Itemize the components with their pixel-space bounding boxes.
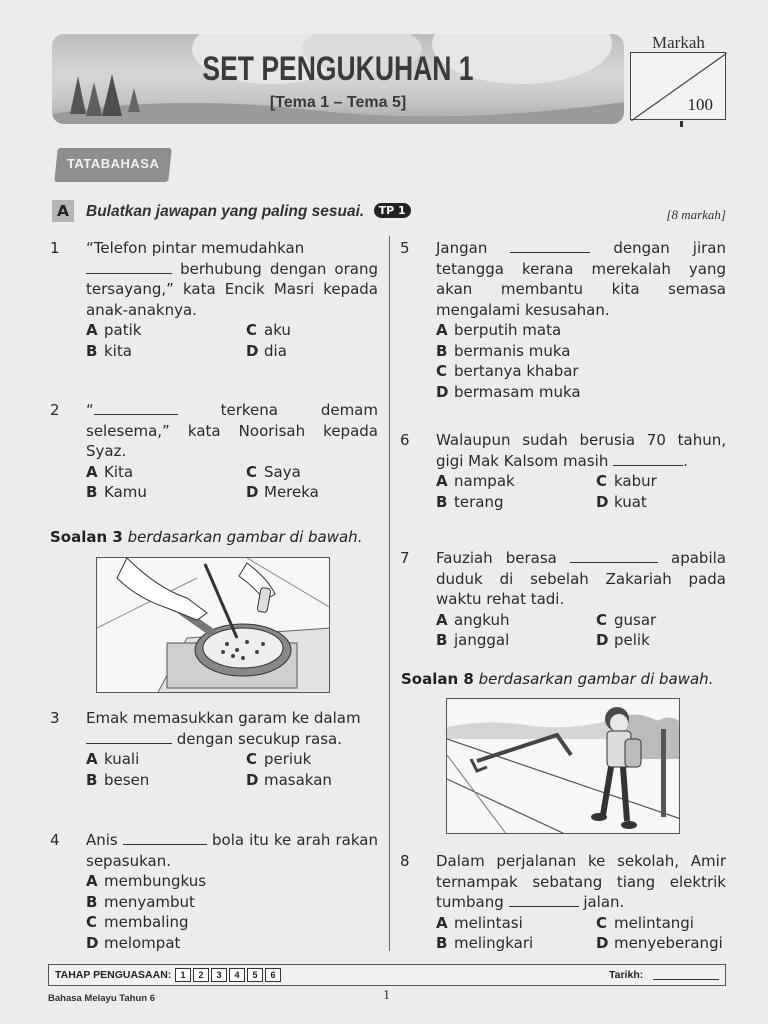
option[interactable]: A kuali	[86, 750, 140, 768]
option[interactable]: C gusar	[596, 610, 657, 629]
answer-blank	[509, 893, 579, 907]
option[interactable]: B melingkari	[436, 934, 534, 952]
mastery-level-bar	[48, 964, 726, 986]
option[interactable]: A patik	[86, 321, 142, 339]
stem-text: apabila duduk di sebelah Zakariah pada waktu rehat tadi.	[436, 549, 726, 608]
date-field[interactable]	[653, 979, 719, 980]
question-stem	[436, 430, 726, 471]
marks-tick	[680, 121, 683, 127]
question-number: 4	[50, 831, 60, 849]
page-number: 1	[383, 988, 390, 1003]
options-list	[86, 871, 378, 953]
tp-badge: TP 1	[374, 203, 411, 218]
page-subtitle: [Tema 1 – Tema 5]	[269, 94, 407, 111]
options-list	[86, 462, 378, 503]
stem-text: jalan.	[583, 893, 625, 911]
option[interactable]: D Mereka	[246, 483, 319, 501]
options-list	[86, 749, 378, 790]
question-stem	[86, 830, 378, 871]
question-number: 3	[50, 709, 60, 727]
level-box[interactable]: 2	[193, 968, 209, 982]
fallen-pole-image	[447, 699, 680, 834]
options-list	[436, 610, 726, 651]
option[interactable]: A nampak	[436, 472, 515, 490]
option[interactable]: C melintangi	[596, 913, 694, 932]
section-tag	[54, 148, 172, 182]
marks-total: 100	[687, 95, 713, 114]
stem-text: .	[683, 451, 688, 470]
level-box[interactable]: 6	[265, 968, 281, 982]
question-number: 6	[400, 431, 410, 449]
question-number: 1	[50, 239, 60, 257]
options-list	[86, 320, 378, 361]
stem-text: Fauziah berasa	[436, 549, 557, 567]
option[interactable]: A melintasi	[436, 913, 523, 932]
answer-blank	[570, 549, 658, 563]
option[interactable]: A angkuh	[436, 610, 510, 629]
option[interactable]: A Kita	[86, 462, 134, 481]
option[interactable]: D menyeberangi	[596, 934, 723, 952]
answer-blank	[510, 239, 590, 253]
marks-note-text: [8 markah]	[666, 207, 726, 222]
stem-text: dengan jiran tetangga kerana merekalah yang akan membantu kita semasa mengalami kesusahan.	[436, 239, 726, 319]
question-stem	[436, 238, 726, 320]
question-stem	[436, 548, 726, 610]
stem-text: bola itu ke arah rakan sepasukan.	[86, 831, 378, 870]
option[interactable]: B bermanis muka	[436, 341, 571, 360]
option[interactable]: B menyambut	[86, 892, 195, 911]
marks-label: Markah	[652, 33, 705, 52]
question-stem	[86, 238, 378, 320]
option[interactable]: C membaling	[86, 913, 189, 931]
options-list	[436, 913, 726, 954]
option[interactable]: D pelik	[596, 631, 650, 649]
soalan-3-heading	[50, 528, 362, 546]
instruction-text: Bulatkan jawapan yang paling sesuai.	[86, 203, 365, 220]
option[interactable]: C aku	[246, 321, 291, 339]
soalan-3-bold: Soalan 3	[50, 528, 123, 546]
option[interactable]: A berputih mata	[436, 321, 562, 339]
answer-blank	[86, 260, 172, 274]
stem-text: “	[86, 401, 94, 419]
option[interactable]: D melompat	[86, 933, 181, 952]
question-number: 8	[400, 852, 410, 870]
question-number: 7	[400, 549, 410, 567]
cooking-image	[97, 558, 330, 693]
option[interactable]: D dia	[246, 341, 287, 360]
section-label: TATABAHASA	[66, 156, 160, 171]
answer-blank	[86, 730, 172, 744]
answer-blank	[94, 401, 178, 415]
soalan-8-rest: berdasarkan gambar di bawah.	[478, 670, 714, 688]
option[interactable]: C Saya	[246, 462, 301, 481]
fallen-pole-illustration	[446, 698, 680, 834]
option[interactable]: C periuk	[246, 750, 312, 768]
option[interactable]: B Kamu	[86, 483, 147, 501]
option[interactable]: D bermasam muka	[436, 382, 581, 401]
mastery-level-boxes	[175, 968, 283, 982]
question-stem	[436, 851, 726, 913]
marks-box	[630, 52, 726, 120]
marks-note	[666, 207, 726, 223]
soalan-8-bold: Soalan 8	[401, 670, 474, 688]
question-stem	[86, 400, 378, 462]
header-banner	[52, 34, 624, 124]
option[interactable]: B besen	[86, 770, 150, 789]
page-title: SET PENGUKUHAN 1	[202, 50, 474, 88]
stem-text: terkena demam selesema,” kata Noorisah kepada Syaz.	[86, 401, 378, 460]
soalan-8-heading	[401, 670, 713, 688]
option[interactable]: B terang	[436, 492, 504, 511]
option[interactable]: C bertanya khabar	[436, 362, 579, 380]
answer-blank	[613, 452, 683, 466]
level-box[interactable]: 3	[211, 968, 227, 982]
stem-text: berhubung dengan orang tersayang,” kata Encik Masri kepada anak-anaknya.	[86, 259, 378, 319]
level-box[interactable]: 1	[175, 968, 191, 982]
option[interactable]: C kabur	[596, 472, 657, 490]
instruction	[52, 200, 411, 222]
option[interactable]: B janggal	[436, 631, 510, 649]
stem-text: Anis	[86, 831, 118, 849]
question-stem	[86, 708, 378, 749]
stem-text: “Telefon pintar memudahkan	[86, 239, 305, 257]
instruction-letter: A	[52, 200, 74, 222]
cooking-illustration	[96, 557, 330, 693]
answer-blank	[123, 831, 207, 845]
question-number: 5	[400, 239, 410, 257]
stem-text: dengan secukup rasa.	[176, 729, 342, 748]
stem-text: Dalam perjalanan ke sekolah, Amir ternampak sebatang tiang elektrik tumbang	[436, 852, 726, 911]
stem-text: Walaupun sudah berusia 70 tahun, gigi Mak Kalsom masih	[436, 431, 726, 470]
soalan-3-rest: berdasarkan gambar di bawah.	[127, 528, 363, 546]
option[interactable]: A membungkus	[86, 872, 207, 890]
question-number: 2	[50, 401, 60, 419]
option[interactable]: D masakan	[246, 770, 332, 789]
mastery-level-label: TAHAP PENGUASAAN:	[55, 969, 172, 981]
column-divider	[389, 236, 390, 951]
options-list	[436, 320, 726, 402]
level-box[interactable]: 4	[229, 968, 245, 982]
option[interactable]: D kuat	[596, 492, 647, 511]
options-list	[436, 471, 726, 512]
stem-text: Emak memasukkan garam ke dalam	[86, 709, 361, 727]
date-label: Tarikh:	[609, 969, 644, 981]
level-box[interactable]: 5	[247, 968, 263, 982]
book-title: Bahasa Melayu Tahun 6	[48, 993, 155, 1004]
option[interactable]: B kita	[86, 341, 132, 360]
stem-text: Jangan	[436, 239, 488, 257]
